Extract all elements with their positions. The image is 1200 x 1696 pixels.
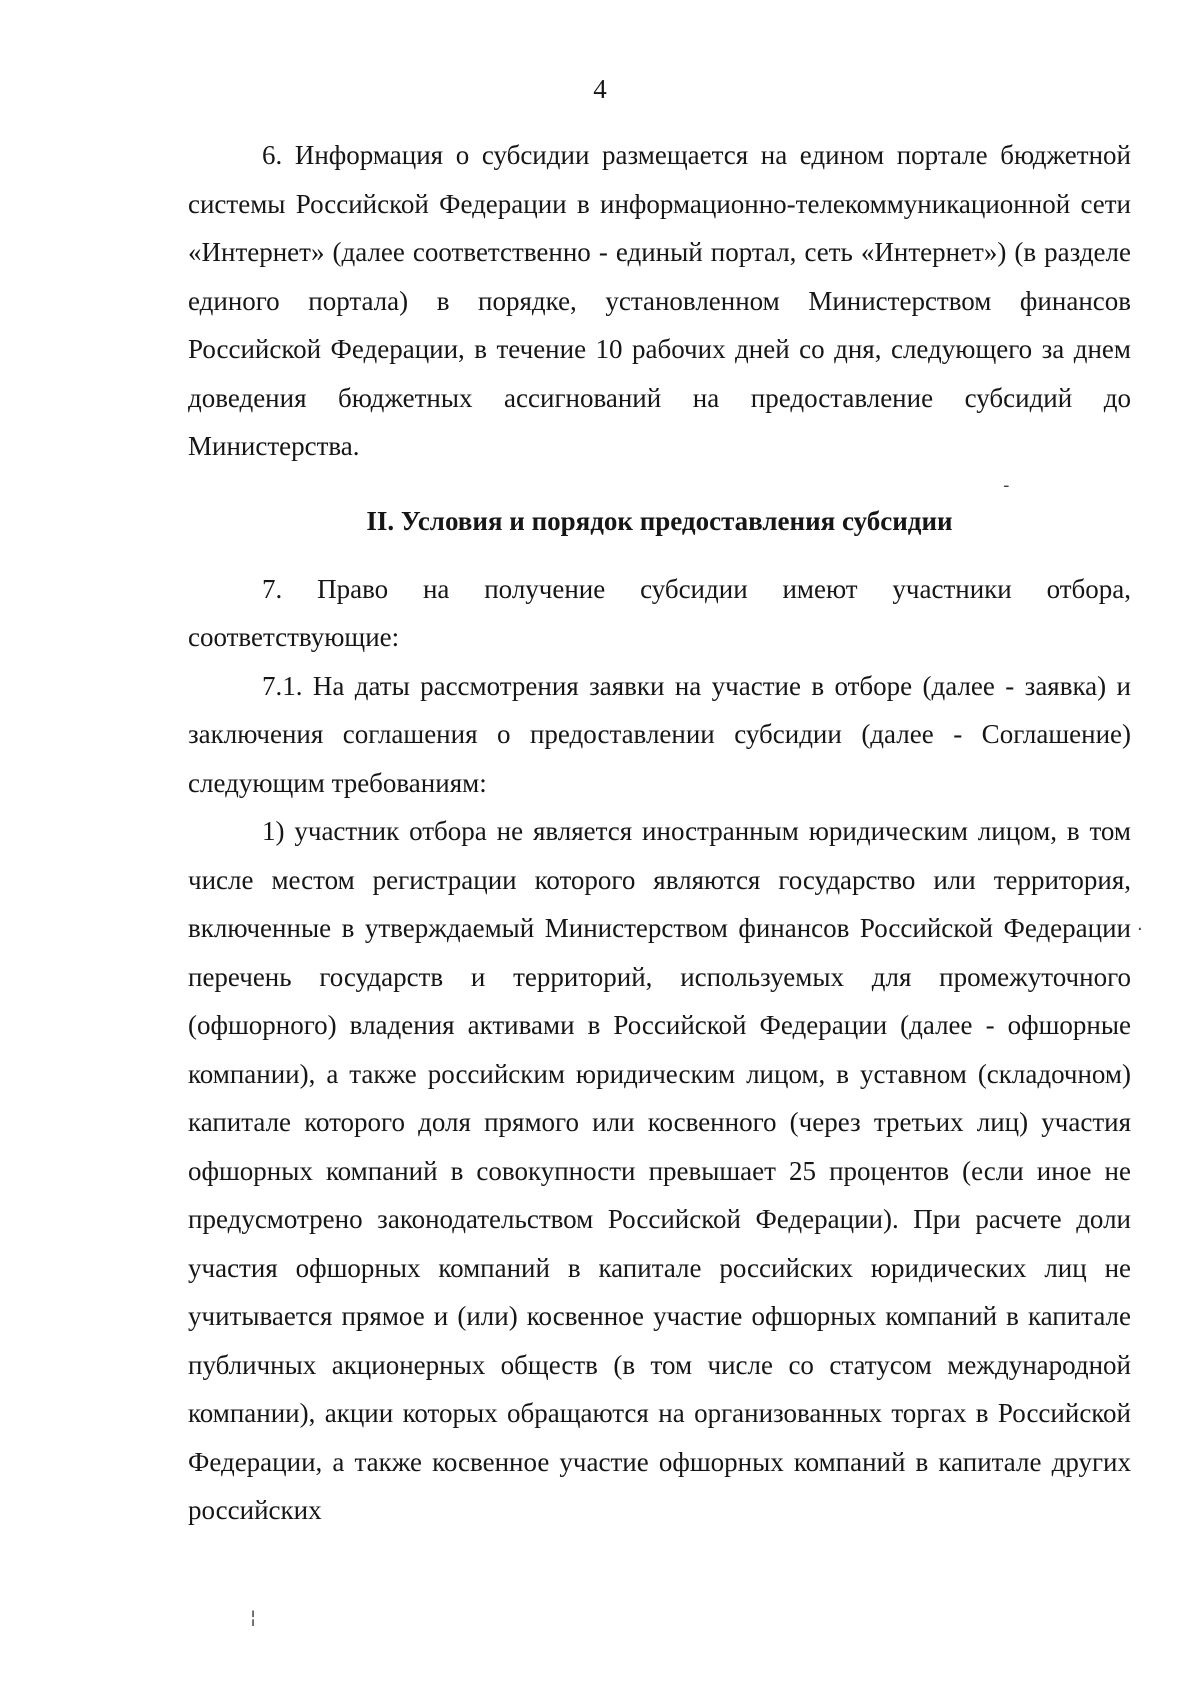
section-heading: II. Условия и порядок предоставления субсидии: [366, 505, 953, 536]
paragraph-7-1-item-1: 1) участник отбора не является иностранным юридическим лицом, в том числе местом регистрации которого являются государство или территория, включенные в утверждаемый Министерством финансов Российской Федерации перечень государств и территорий, используемых для промежуточного (офшорного) владения активами в Российской Федерации (далее - офшорные компании), а также российским юридическим лицом, в уставном (складочном) капитале которого доля прямого или косвенного (через третьих лиц) участия офшорных компаний в совокупности превышает 25 процентов (если иное не предусмотрено законодательством Российской Федерации). При расчете доли участия офшорных компаний в капитале российских юридических лиц не учитывается прямое и (или) косвенное участие офшорных компаний в капитале публичных акционерных обществ (в том числе со статусом международной компании), акции которых обращаются на организованных торгах в Российской Федерации, а также косвенное участие офшорных компаний в капитале других российских: [188, 816, 1131, 1525]
scan-artifact-mark: -: [1003, 475, 1010, 496]
paragraph-6: 6. Информация о субсидии размещается на едином портале бюджетной системы Российской Федерации в информационно-телекоммуникационной сети «Интернет» (далее соответственно - единый портал, сеть «Интернет») (в разделе единого портала) в порядке, установленном Министерством финансов Российской Федерации, в течение 10 рабочих дней со дня, следующего за днем доведения бюджетных ассигнований на предоставление субсидий до Министерства.: [188, 140, 1131, 461]
scan-artifact-mark: .: [1137, 914, 1143, 935]
paragraph-7-1: 7.1. На даты рассмотрения заявки на участие в отборе (далее - заявка) и заключения соглашения о предоставлении субсидии (далее - Соглашение) следующим требованиям:: [188, 670, 1131, 798]
scan-artifact-mark: ¦: [250, 1607, 257, 1628]
page-number: 4: [593, 74, 607, 104]
paragraph-7: 7. Право на получение субсидии имеют участники отбора, соответствующие:: [188, 573, 1131, 652]
document-body: [188, 131, 1131, 1535]
